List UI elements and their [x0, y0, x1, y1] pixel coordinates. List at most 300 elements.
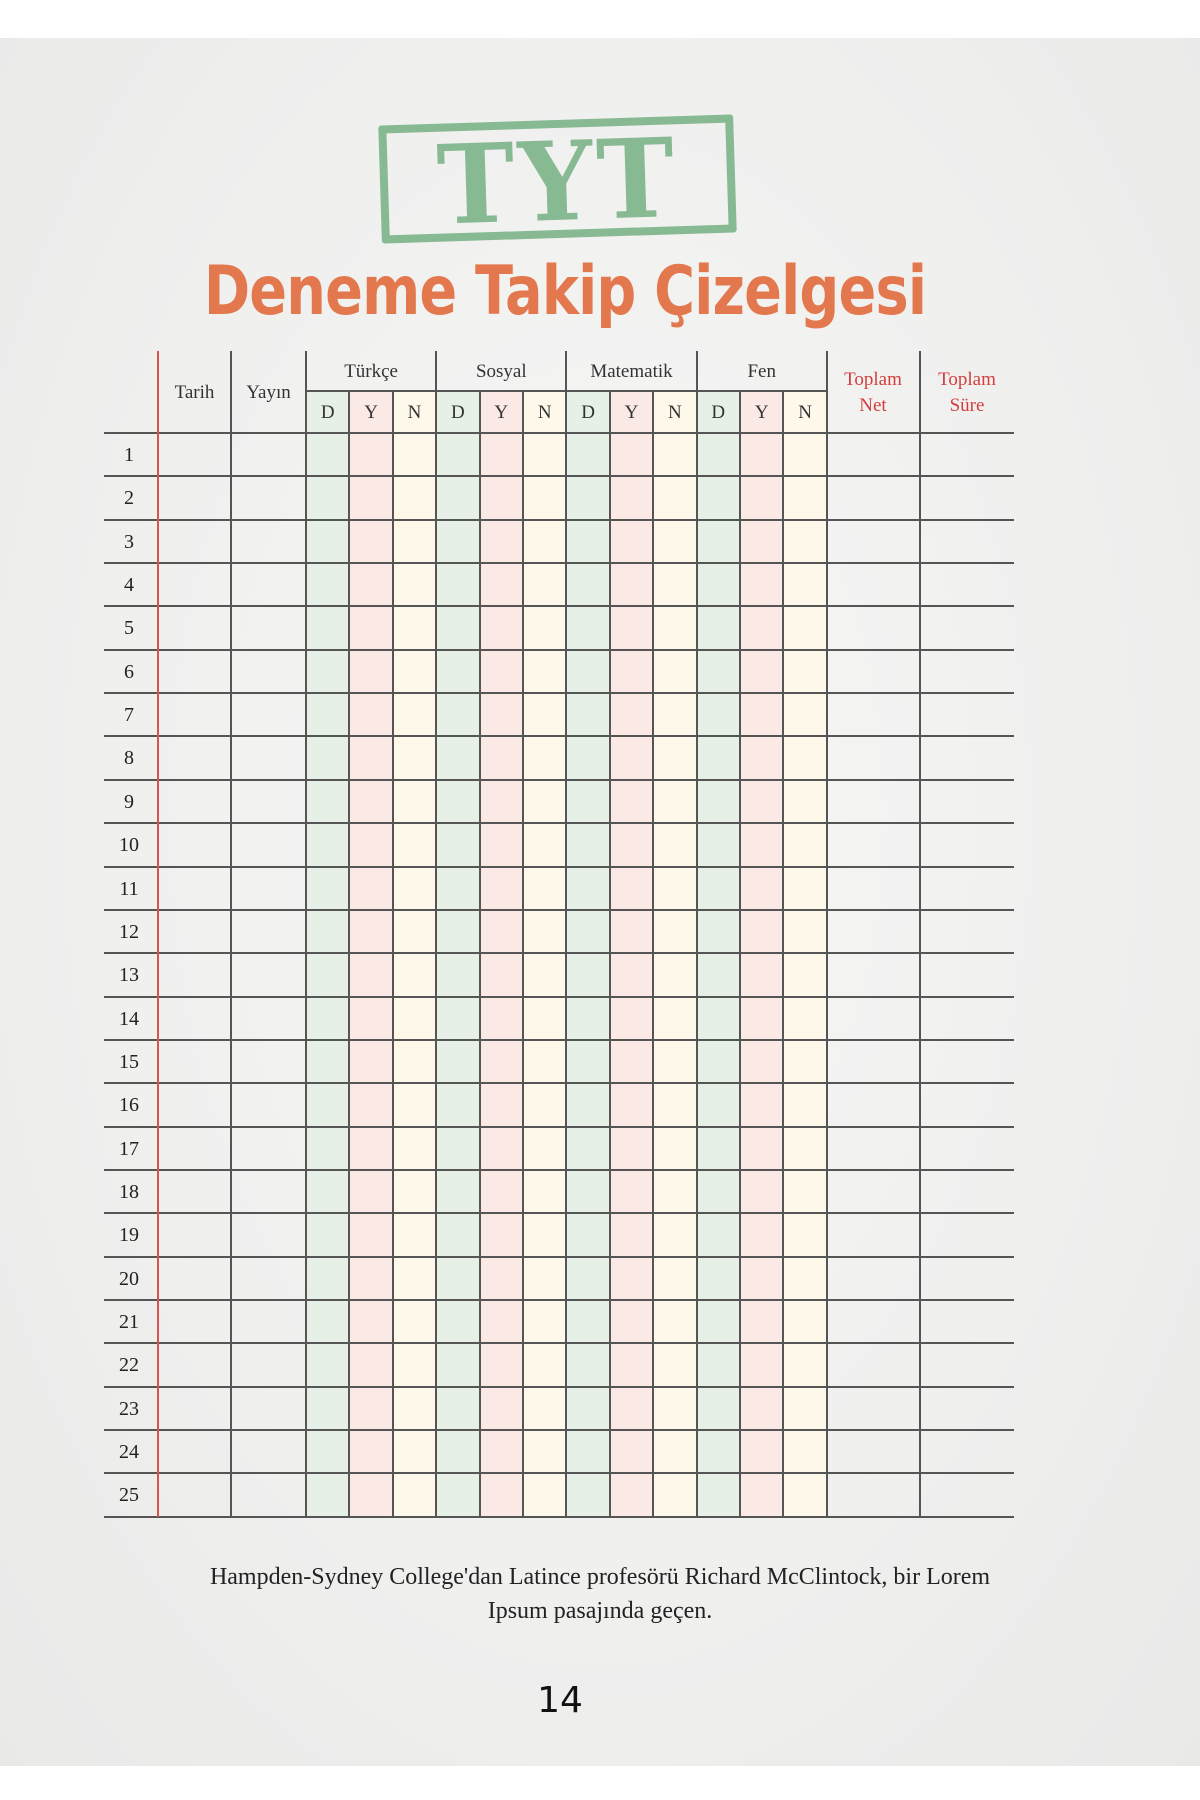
table-cell[interactable]: [350, 868, 391, 909]
table-cell[interactable]: [827, 521, 919, 562]
table-cell[interactable]: [437, 477, 478, 518]
table-cell[interactable]: [567, 1128, 608, 1169]
table-cell[interactable]: [827, 1431, 919, 1472]
table-cell[interactable]: [611, 434, 652, 475]
table-cell[interactable]: [524, 781, 565, 822]
table-cell[interactable]: [437, 737, 478, 778]
table-cell[interactable]: [741, 824, 782, 865]
table-cell[interactable]: [698, 477, 739, 518]
table-cell[interactable]: [567, 911, 608, 952]
table-cell[interactable]: [784, 911, 825, 952]
table-cell[interactable]: [437, 564, 478, 605]
table-cell[interactable]: [524, 824, 565, 865]
table-cell[interactable]: [654, 998, 695, 1039]
table-cell[interactable]: [159, 911, 230, 952]
table-cell[interactable]: [481, 1214, 522, 1255]
table-cell[interactable]: [524, 564, 565, 605]
table-cell[interactable]: [611, 1474, 652, 1515]
table-cell[interactable]: [307, 477, 348, 518]
table-cell[interactable]: [394, 1301, 435, 1342]
table-cell[interactable]: [394, 1214, 435, 1255]
table-cell[interactable]: [611, 521, 652, 562]
table-cell[interactable]: [741, 911, 782, 952]
table-cell[interactable]: [741, 1128, 782, 1169]
table-cell[interactable]: [307, 737, 348, 778]
table-cell[interactable]: [394, 1431, 435, 1472]
table-cell[interactable]: [159, 477, 230, 518]
table-cell[interactable]: [654, 1474, 695, 1515]
table-cell[interactable]: [827, 737, 919, 778]
table-cell[interactable]: [827, 651, 919, 692]
table-cell[interactable]: [524, 954, 565, 995]
table-cell[interactable]: [921, 737, 1013, 778]
table-cell[interactable]: [481, 1084, 522, 1125]
table-cell[interactable]: [350, 564, 391, 605]
table-cell[interactable]: [827, 1474, 919, 1515]
table-cell[interactable]: [350, 694, 391, 735]
table-cell[interactable]: [394, 1344, 435, 1385]
table-cell[interactable]: [741, 1084, 782, 1125]
table-cell[interactable]: [394, 998, 435, 1039]
table-cell[interactable]: [232, 477, 305, 518]
table-cell[interactable]: [394, 694, 435, 735]
table-cell[interactable]: [307, 1474, 348, 1515]
table-cell[interactable]: [232, 1214, 305, 1255]
table-cell[interactable]: [698, 781, 739, 822]
table-cell[interactable]: [921, 434, 1013, 475]
table-cell[interactable]: [611, 1128, 652, 1169]
table-cell[interactable]: [611, 954, 652, 995]
table-cell[interactable]: [567, 998, 608, 1039]
table-cell[interactable]: [524, 737, 565, 778]
table-cell[interactable]: [232, 1258, 305, 1299]
table-cell[interactable]: [654, 781, 695, 822]
table-cell[interactable]: [654, 1344, 695, 1385]
table-cell[interactable]: [827, 434, 919, 475]
table-cell[interactable]: [827, 477, 919, 518]
table-cell[interactable]: [784, 1474, 825, 1515]
table-cell[interactable]: [232, 868, 305, 909]
table-cell[interactable]: [921, 694, 1013, 735]
table-cell[interactable]: [741, 1301, 782, 1342]
table-cell[interactable]: [159, 1084, 230, 1125]
table-cell[interactable]: [654, 824, 695, 865]
table-cell[interactable]: [524, 1041, 565, 1082]
table-cell[interactable]: [437, 1301, 478, 1342]
table-cell[interactable]: [350, 954, 391, 995]
table-cell[interactable]: [159, 1431, 230, 1472]
table-cell[interactable]: [611, 868, 652, 909]
table-cell[interactable]: [524, 998, 565, 1039]
table-cell[interactable]: [784, 1041, 825, 1082]
table-cell[interactable]: [611, 1388, 652, 1429]
table-cell[interactable]: [394, 824, 435, 865]
table-cell[interactable]: [698, 1344, 739, 1385]
table-cell[interactable]: [524, 651, 565, 692]
table-cell[interactable]: [394, 477, 435, 518]
table-cell[interactable]: [698, 1214, 739, 1255]
table-cell[interactable]: [611, 607, 652, 648]
table-cell[interactable]: [307, 1388, 348, 1429]
table-cell[interactable]: [437, 1041, 478, 1082]
table-cell[interactable]: [307, 1344, 348, 1385]
table-cell[interactable]: [307, 781, 348, 822]
table-cell[interactable]: [307, 564, 348, 605]
table-cell[interactable]: [827, 1084, 919, 1125]
table-cell[interactable]: [437, 1084, 478, 1125]
table-cell[interactable]: [827, 1041, 919, 1082]
table-cell[interactable]: [784, 1431, 825, 1472]
table-cell[interactable]: [524, 1474, 565, 1515]
table-cell[interactable]: [921, 477, 1013, 518]
table-cell[interactable]: [394, 521, 435, 562]
table-cell[interactable]: [654, 564, 695, 605]
table-cell[interactable]: [784, 1084, 825, 1125]
table-cell[interactable]: [654, 1301, 695, 1342]
table-cell[interactable]: [524, 1344, 565, 1385]
table-cell[interactable]: [784, 1128, 825, 1169]
table-cell[interactable]: [784, 521, 825, 562]
table-cell[interactable]: [159, 1214, 230, 1255]
table-cell[interactable]: [654, 1431, 695, 1472]
table-cell[interactable]: [567, 1084, 608, 1125]
table-cell[interactable]: [827, 911, 919, 952]
table-cell[interactable]: [350, 1084, 391, 1125]
table-cell[interactable]: [524, 1171, 565, 1212]
table-cell[interactable]: [159, 607, 230, 648]
table-cell[interactable]: [784, 651, 825, 692]
table-cell[interactable]: [654, 694, 695, 735]
table-cell[interactable]: [827, 564, 919, 605]
table-cell[interactable]: [741, 477, 782, 518]
table-cell[interactable]: [481, 1474, 522, 1515]
table-cell[interactable]: [350, 477, 391, 518]
table-cell[interactable]: [437, 651, 478, 692]
table-cell[interactable]: [654, 737, 695, 778]
table-cell[interactable]: [921, 998, 1013, 1039]
table-cell[interactable]: [654, 521, 695, 562]
table-cell[interactable]: [611, 1041, 652, 1082]
table-cell[interactable]: [481, 781, 522, 822]
table-cell[interactable]: [784, 868, 825, 909]
table-cell[interactable]: [654, 607, 695, 648]
table-cell[interactable]: [232, 1474, 305, 1515]
table-cell[interactable]: [567, 434, 608, 475]
table-cell[interactable]: [784, 694, 825, 735]
table-cell[interactable]: [159, 1301, 230, 1342]
table-cell[interactable]: [350, 1041, 391, 1082]
table-cell[interactable]: [159, 651, 230, 692]
table-cell[interactable]: [921, 911, 1013, 952]
table-cell[interactable]: [741, 564, 782, 605]
table-cell[interactable]: [524, 1084, 565, 1125]
table-cell[interactable]: [307, 911, 348, 952]
table-cell[interactable]: [159, 1128, 230, 1169]
table-cell[interactable]: [350, 998, 391, 1039]
table-cell[interactable]: [567, 651, 608, 692]
table-cell[interactable]: [394, 737, 435, 778]
table-cell[interactable]: [350, 1388, 391, 1429]
table-cell[interactable]: [567, 564, 608, 605]
table-cell[interactable]: [481, 737, 522, 778]
table-cell[interactable]: [350, 824, 391, 865]
table-cell[interactable]: [921, 1431, 1013, 1472]
table-cell[interactable]: [654, 911, 695, 952]
table-cell[interactable]: [698, 868, 739, 909]
table-cell[interactable]: [611, 998, 652, 1039]
table-cell[interactable]: [232, 911, 305, 952]
table-cell[interactable]: [232, 521, 305, 562]
table-cell[interactable]: [524, 1128, 565, 1169]
table-cell[interactable]: [232, 1041, 305, 1082]
table-cell[interactable]: [481, 998, 522, 1039]
table-cell[interactable]: [232, 651, 305, 692]
table-cell[interactable]: [307, 434, 348, 475]
table-cell[interactable]: [394, 1128, 435, 1169]
table-cell[interactable]: [394, 651, 435, 692]
table-cell[interactable]: [232, 1171, 305, 1212]
table-cell[interactable]: [159, 1388, 230, 1429]
table-cell[interactable]: [827, 868, 919, 909]
table-cell[interactable]: [524, 521, 565, 562]
table-cell[interactable]: [350, 1431, 391, 1472]
table-cell[interactable]: [611, 737, 652, 778]
table-cell[interactable]: [698, 1128, 739, 1169]
table-cell[interactable]: [481, 477, 522, 518]
table-cell[interactable]: [784, 1388, 825, 1429]
table-cell[interactable]: [481, 607, 522, 648]
table-cell[interactable]: [698, 998, 739, 1039]
table-cell[interactable]: [827, 954, 919, 995]
table-cell[interactable]: [394, 564, 435, 605]
table-cell[interactable]: [921, 1084, 1013, 1125]
table-cell[interactable]: [437, 1258, 478, 1299]
table-cell[interactable]: [567, 1041, 608, 1082]
table-cell[interactable]: [921, 1301, 1013, 1342]
table-cell[interactable]: [481, 824, 522, 865]
table-cell[interactable]: [350, 1128, 391, 1169]
table-cell[interactable]: [159, 1258, 230, 1299]
table-cell[interactable]: [481, 1301, 522, 1342]
table-cell[interactable]: [159, 998, 230, 1039]
table-cell[interactable]: [611, 1431, 652, 1472]
table-cell[interactable]: [350, 1171, 391, 1212]
table-cell[interactable]: [698, 1474, 739, 1515]
table-cell[interactable]: [567, 1474, 608, 1515]
table-cell[interactable]: [394, 1258, 435, 1299]
table-cell[interactable]: [350, 607, 391, 648]
table-cell[interactable]: [307, 1431, 348, 1472]
table-cell[interactable]: [567, 1344, 608, 1385]
table-cell[interactable]: [524, 1214, 565, 1255]
table-cell[interactable]: [827, 824, 919, 865]
table-cell[interactable]: [741, 1344, 782, 1385]
table-cell[interactable]: [741, 607, 782, 648]
table-cell[interactable]: [784, 824, 825, 865]
table-cell[interactable]: [524, 1431, 565, 1472]
table-cell[interactable]: [394, 1084, 435, 1125]
table-cell[interactable]: [481, 911, 522, 952]
table-cell[interactable]: [921, 1474, 1013, 1515]
table-cell[interactable]: [481, 954, 522, 995]
table-cell[interactable]: [524, 911, 565, 952]
table-cell[interactable]: [921, 564, 1013, 605]
table-cell[interactable]: [159, 694, 230, 735]
table-cell[interactable]: [827, 694, 919, 735]
table-cell[interactable]: [784, 998, 825, 1039]
table-cell[interactable]: [921, 781, 1013, 822]
table-cell[interactable]: [741, 521, 782, 562]
table-cell[interactable]: [232, 824, 305, 865]
table-cell[interactable]: [232, 434, 305, 475]
table-cell[interactable]: [159, 1171, 230, 1212]
table-cell[interactable]: [307, 607, 348, 648]
table-cell[interactable]: [611, 911, 652, 952]
table-cell[interactable]: [232, 564, 305, 605]
table-cell[interactable]: [232, 1084, 305, 1125]
table-cell[interactable]: [524, 694, 565, 735]
table-cell[interactable]: [567, 737, 608, 778]
table-cell[interactable]: [741, 1214, 782, 1255]
table-cell[interactable]: [741, 737, 782, 778]
table-cell[interactable]: [524, 1388, 565, 1429]
table-cell[interactable]: [611, 477, 652, 518]
table-cell[interactable]: [232, 998, 305, 1039]
table-cell[interactable]: [921, 521, 1013, 562]
table-cell[interactable]: [698, 694, 739, 735]
table-cell[interactable]: [307, 824, 348, 865]
table-cell[interactable]: [437, 694, 478, 735]
table-cell[interactable]: [698, 954, 739, 995]
table-cell[interactable]: [481, 1388, 522, 1429]
table-cell[interactable]: [307, 694, 348, 735]
table-cell[interactable]: [232, 1344, 305, 1385]
table-cell[interactable]: [437, 1128, 478, 1169]
table-cell[interactable]: [654, 1171, 695, 1212]
table-cell[interactable]: [741, 1388, 782, 1429]
table-cell[interactable]: [159, 1344, 230, 1385]
table-cell[interactable]: [784, 607, 825, 648]
table-cell[interactable]: [567, 1431, 608, 1472]
table-cell[interactable]: [827, 1388, 919, 1429]
table-cell[interactable]: [437, 1344, 478, 1385]
table-cell[interactable]: [567, 521, 608, 562]
table-cell[interactable]: [784, 1214, 825, 1255]
table-cell[interactable]: [741, 1431, 782, 1472]
table-cell[interactable]: [159, 1041, 230, 1082]
table-cell[interactable]: [827, 1301, 919, 1342]
table-cell[interactable]: [232, 694, 305, 735]
table-cell[interactable]: [741, 954, 782, 995]
table-cell[interactable]: [654, 1084, 695, 1125]
table-cell[interactable]: [524, 607, 565, 648]
table-cell[interactable]: [307, 1128, 348, 1169]
table-cell[interactable]: [232, 1388, 305, 1429]
table-cell[interactable]: [307, 1258, 348, 1299]
table-cell[interactable]: [827, 1214, 919, 1255]
table-cell[interactable]: [232, 737, 305, 778]
table-cell[interactable]: [567, 607, 608, 648]
table-cell[interactable]: [437, 824, 478, 865]
table-cell[interactable]: [481, 564, 522, 605]
table-cell[interactable]: [394, 868, 435, 909]
table-cell[interactable]: [784, 564, 825, 605]
table-cell[interactable]: [567, 781, 608, 822]
table-cell[interactable]: [350, 434, 391, 475]
table-cell[interactable]: [567, 824, 608, 865]
table-cell[interactable]: [567, 1171, 608, 1212]
table-cell[interactable]: [698, 521, 739, 562]
table-cell[interactable]: [654, 477, 695, 518]
table-cell[interactable]: [567, 1388, 608, 1429]
table-cell[interactable]: [698, 1258, 739, 1299]
table-cell[interactable]: [524, 477, 565, 518]
table-cell[interactable]: [611, 1301, 652, 1342]
table-cell[interactable]: [921, 1344, 1013, 1385]
table-cell[interactable]: [784, 1344, 825, 1385]
table-cell[interactable]: [394, 954, 435, 995]
table-cell[interactable]: [741, 694, 782, 735]
table-cell[interactable]: [921, 954, 1013, 995]
table-cell[interactable]: [350, 737, 391, 778]
table-cell[interactable]: [481, 434, 522, 475]
table-cell[interactable]: [481, 1128, 522, 1169]
table-cell[interactable]: [437, 868, 478, 909]
table-cell[interactable]: [741, 1041, 782, 1082]
table-cell[interactable]: [159, 781, 230, 822]
table-cell[interactable]: [784, 434, 825, 475]
table-cell[interactable]: [394, 911, 435, 952]
table-cell[interactable]: [350, 1258, 391, 1299]
table-cell[interactable]: [524, 1301, 565, 1342]
table-cell[interactable]: [921, 607, 1013, 648]
table-cell[interactable]: [741, 434, 782, 475]
table-cell[interactable]: [611, 1214, 652, 1255]
table-cell[interactable]: [350, 1344, 391, 1385]
table-cell[interactable]: [481, 651, 522, 692]
table-cell[interactable]: [784, 737, 825, 778]
table-cell[interactable]: [611, 781, 652, 822]
table-cell[interactable]: [784, 781, 825, 822]
table-cell[interactable]: [481, 521, 522, 562]
table-cell[interactable]: [481, 1344, 522, 1385]
table-cell[interactable]: [611, 564, 652, 605]
table-cell[interactable]: [741, 1171, 782, 1212]
table-cell[interactable]: [921, 824, 1013, 865]
table-cell[interactable]: [437, 1431, 478, 1472]
table-cell[interactable]: [827, 1258, 919, 1299]
table-cell[interactable]: [698, 1388, 739, 1429]
table-cell[interactable]: [159, 824, 230, 865]
table-cell[interactable]: [437, 911, 478, 952]
table-cell[interactable]: [307, 1041, 348, 1082]
table-cell[interactable]: [437, 1171, 478, 1212]
table-cell[interactable]: [611, 1084, 652, 1125]
table-cell[interactable]: [159, 737, 230, 778]
table-cell[interactable]: [350, 1474, 391, 1515]
table-cell[interactable]: [921, 1171, 1013, 1212]
table-cell[interactable]: [698, 1301, 739, 1342]
table-cell[interactable]: [350, 911, 391, 952]
table-cell[interactable]: [232, 1431, 305, 1472]
table-cell[interactable]: [307, 954, 348, 995]
table-cell[interactable]: [784, 1258, 825, 1299]
table-cell[interactable]: [654, 651, 695, 692]
table-cell[interactable]: [654, 868, 695, 909]
table-cell[interactable]: [481, 694, 522, 735]
table-cell[interactable]: [567, 477, 608, 518]
table-cell[interactable]: [394, 434, 435, 475]
